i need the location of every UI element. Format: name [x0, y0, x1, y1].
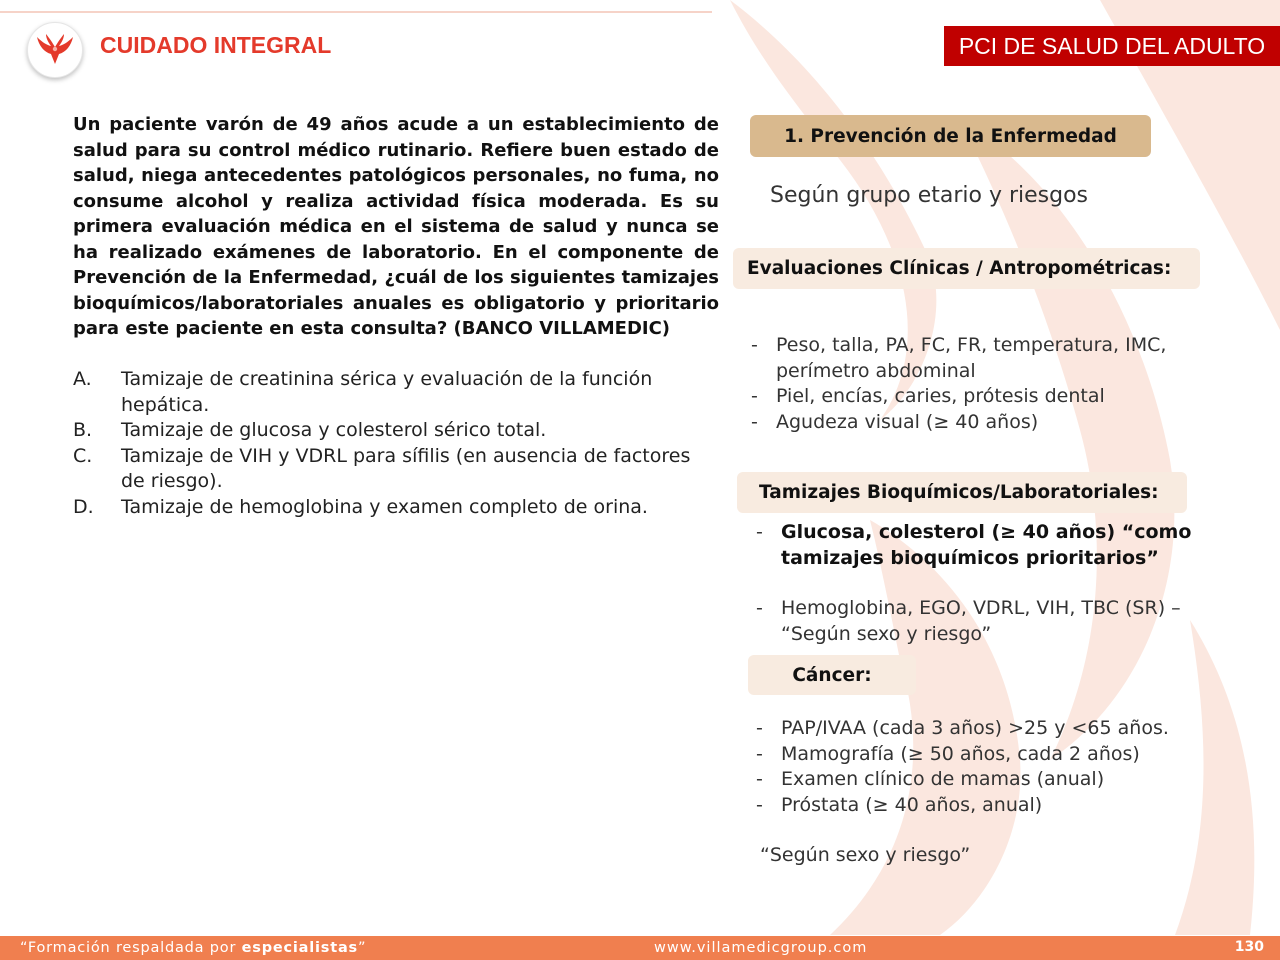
option-d [73, 495, 719, 521]
option-letter: A. [73, 368, 92, 390]
header-divider [0, 11, 712, 13]
option-letter: D. [73, 495, 94, 518]
lab-screenings-list [756, 520, 1236, 647]
footer-url[interactable]: www.villamedicgroup.com [654, 940, 868, 956]
option-text: Tamizaje de creatinina sérica y evaluación de la función hepática. [121, 368, 653, 416]
list-item: - Mamografía (≥ 50 años, cada 2 años) [756, 742, 1236, 768]
section-title-prevention: 1. Prevención de la Enfermedad [750, 115, 1151, 157]
bullet-dash: - [751, 385, 758, 407]
list-item: - Examen clínico de mamas (anual) [756, 767, 1236, 793]
list-item: - Hemoglobina, EGO, VDRL, VIH, TBC (SR) – “Según sexo y riesgo” [756, 596, 1236, 647]
list-item: - Glucosa, colesterol (≥ 40 años) “como tamizajes bioquímicos prioritarios” [756, 520, 1236, 571]
phoenix-logo-icon [36, 34, 74, 66]
cancer-screenings-list [756, 716, 1236, 818]
option-text: Tamizaje de hemoglobina y examen completo de orina. [121, 495, 648, 518]
list-item: - Piel, encías, caries, prótesis dental [751, 384, 1181, 410]
bullet-dash: - [756, 793, 763, 816]
heading-clinical-evaluations: Evaluaciones Clínicas / Antropométricas: [733, 248, 1200, 289]
clinical-evaluations-list [751, 333, 1181, 435]
heading-cancer: Cáncer: [748, 655, 916, 695]
footer-tagline: “Formación respaldada por especialistas” [20, 940, 367, 956]
brand-title: CUIDADO INTEGRAL [100, 32, 332, 58]
brand-logo [27, 22, 83, 78]
option-letter: B. [73, 419, 93, 441]
option-letter: C. [73, 444, 93, 467]
option-b [73, 418, 719, 444]
list-item: - Agudeza visual (≥ 40 años) [751, 410, 1181, 436]
option-text: Tamizaje de VIH y VDRL para sífilis (en ausencia de factores de riesgo). [121, 444, 691, 492]
list-item: - Próstata (≥ 40 años, anual) [756, 793, 1236, 819]
bullet-dash: - [756, 717, 763, 739]
bullet-dash: - [756, 597, 763, 619]
option-a [73, 367, 719, 418]
bullet-dash: - [756, 768, 763, 790]
section-badge: PCI DE SALUD DEL ADULTO [944, 26, 1280, 66]
option-c [73, 444, 719, 495]
page-number: 130 [1234, 939, 1264, 955]
bullet-dash: - [756, 742, 763, 765]
option-text: Tamizaje de glucosa y colesterol sérico total. [121, 419, 547, 441]
question-text: Un paciente varón de 49 años acude a un establecimiento de salud para su control médico rutinario. Refiere buen estado de salud, niega antecedentes patológicos personales, no fuma, no consume alcohol y realiza actividad física moderada. Es su primera evaluación médica en el sistema de salud y nunca se ha realizado exámenes de laboratorio. En el componente de Prevención de la Enfermedad, ¿cuál de los siguientes tamizajes bioquímicos/laboratoriales anuales es obligatorio y prioritario para este paciente en esta consulta? (BANCO VILLAMEDIC) [73, 114, 719, 339]
list-item: - Peso, talla, PA, FC, FR, temperatura, IMC, perímetro abdominal [751, 333, 1181, 384]
subtitle: Según grupo etario y riesgos [770, 183, 1089, 208]
bullet-dash: - [756, 521, 763, 543]
list-item: - PAP/IVAA (cada 3 años) >25 y <65 años. [756, 716, 1236, 742]
risk-note: “Según sexo y riesgo” [760, 844, 971, 866]
bullet-dash: - [751, 410, 758, 433]
heading-lab-screenings: Tamizajes Bioquímicos/Laboratoriales: [737, 472, 1187, 513]
footer-bar [0, 936, 1280, 960]
answer-options [73, 367, 719, 520]
bullet-dash: - [751, 334, 758, 356]
